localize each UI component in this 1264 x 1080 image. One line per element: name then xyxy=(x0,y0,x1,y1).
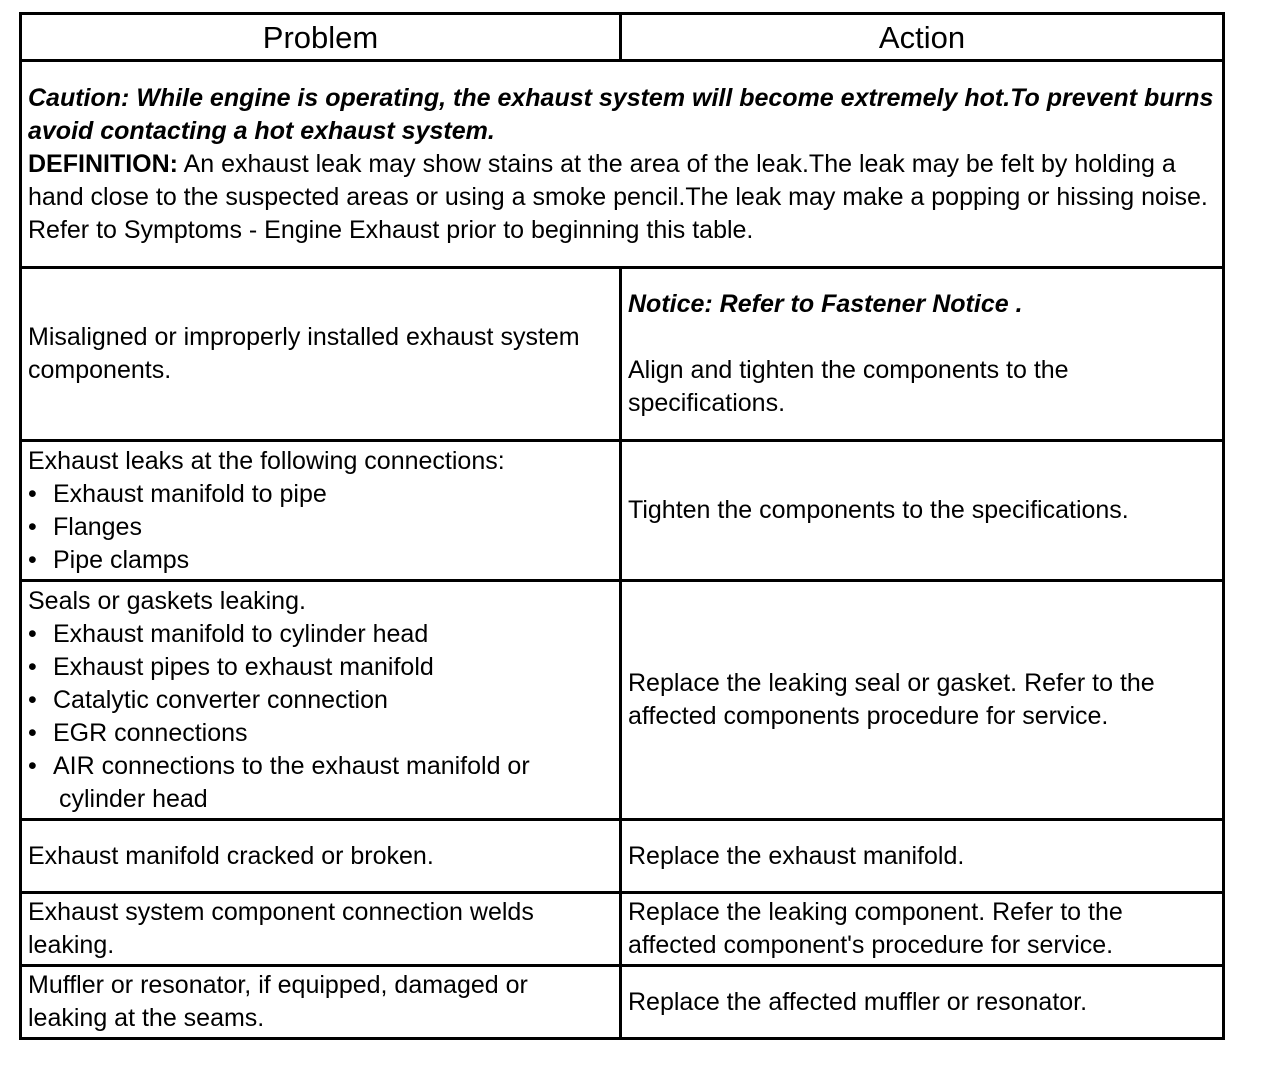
table-row xyxy=(21,268,1224,441)
problem-cell xyxy=(21,820,621,893)
action-text: Replace the affected muffler or resonator. xyxy=(628,987,1088,1016)
bullet-item: • Catalytic converter connection xyxy=(28,684,613,717)
action-cell xyxy=(621,268,1224,441)
action-text: Replace the leaking component. Refer to the affected component's procedure for service. xyxy=(628,898,1123,959)
table-row xyxy=(21,581,1224,820)
problem-cell xyxy=(21,268,621,441)
problem-text: Exhaust leaks at the following connections: xyxy=(28,446,505,475)
problem-text: Misaligned or improperly installed exhaust system components. xyxy=(28,323,580,384)
bullet-item: • Exhaust pipes to exhaust manifold xyxy=(28,651,613,684)
bullet-continuation: cylinder head xyxy=(59,784,208,813)
bullet-item: • EGR connections xyxy=(28,717,613,750)
bullet-icon: • xyxy=(28,652,37,681)
problem-text: Exhaust system component connection welds leaking. xyxy=(28,898,534,959)
table-row xyxy=(21,820,1224,893)
table-row xyxy=(21,441,1224,581)
table-row xyxy=(21,966,1224,1039)
intro-cell xyxy=(21,61,1224,268)
bullet-item: • Exhaust manifold to cylinder head xyxy=(28,618,613,651)
refer-text: Refer to Symptoms - Engine Exhaust prior to beginning this table. xyxy=(28,215,754,244)
action-cell xyxy=(621,581,1224,820)
bullet-icon: • xyxy=(28,751,37,780)
bullet-icon: • xyxy=(28,545,37,574)
problem-text: Seals or gaskets leaking. xyxy=(28,586,306,615)
problem-cell xyxy=(21,581,621,820)
header-row xyxy=(21,14,1224,61)
problem-cell xyxy=(21,441,621,581)
action-text: Replace the leaking seal or gasket. Refer to the affected components procedure for service. xyxy=(628,669,1155,730)
bullet-icon: • xyxy=(28,718,37,747)
action-cell xyxy=(621,820,1224,893)
definition-label: DEFINITION: xyxy=(28,149,178,178)
spacer xyxy=(628,321,1216,354)
problem-text: Muffler or resonator, if equipped, damaged or leaking at the seams. xyxy=(28,971,528,1032)
bullet-item: • Pipe clamps xyxy=(28,544,613,577)
bullet-icon: • xyxy=(28,512,37,541)
bullet-icon: • xyxy=(28,619,37,648)
problem-column-header: Problem xyxy=(21,14,621,61)
action-text: Replace the exhaust manifold. xyxy=(628,841,965,870)
bullet-item: • AIR connections to the exhaust manifold or xyxy=(28,750,613,783)
caution-text: Caution: While engine is operating, the exhaust system will become extremely hot.To prevent burns avoid contacting a hot exhaust system. xyxy=(28,83,1214,145)
bullet-item: • Flanges xyxy=(28,511,613,544)
diagnostic-table xyxy=(19,12,1225,1040)
intro-row xyxy=(21,61,1224,268)
action-cell xyxy=(621,966,1224,1039)
problem-text: Exhaust manifold cracked or broken. xyxy=(28,841,434,870)
bullet-icon: • xyxy=(28,685,37,714)
problem-cell xyxy=(21,893,621,966)
definition-text: An exhaust leak may show stains at the area of the leak.The leak may be felt by holding a hand close to the suspected areas or using a smoke pencil.The leak may make a popping or hissing noise. xyxy=(28,149,1208,211)
table-row xyxy=(21,893,1224,966)
notice-text: Notice: Refer to Fastener Notice . xyxy=(628,290,1023,318)
bullet-item: • Exhaust manifold to pipe xyxy=(28,478,613,511)
action-column-header: Action xyxy=(621,14,1224,61)
action-text: Tighten the components to the specifications. xyxy=(628,496,1129,524)
problem-cell xyxy=(21,966,621,1039)
action-cell xyxy=(621,893,1224,966)
action-text: Align and tighten the components to the specifications. xyxy=(628,356,1069,417)
bullet-icon: • xyxy=(28,479,37,508)
action-cell xyxy=(621,441,1224,581)
